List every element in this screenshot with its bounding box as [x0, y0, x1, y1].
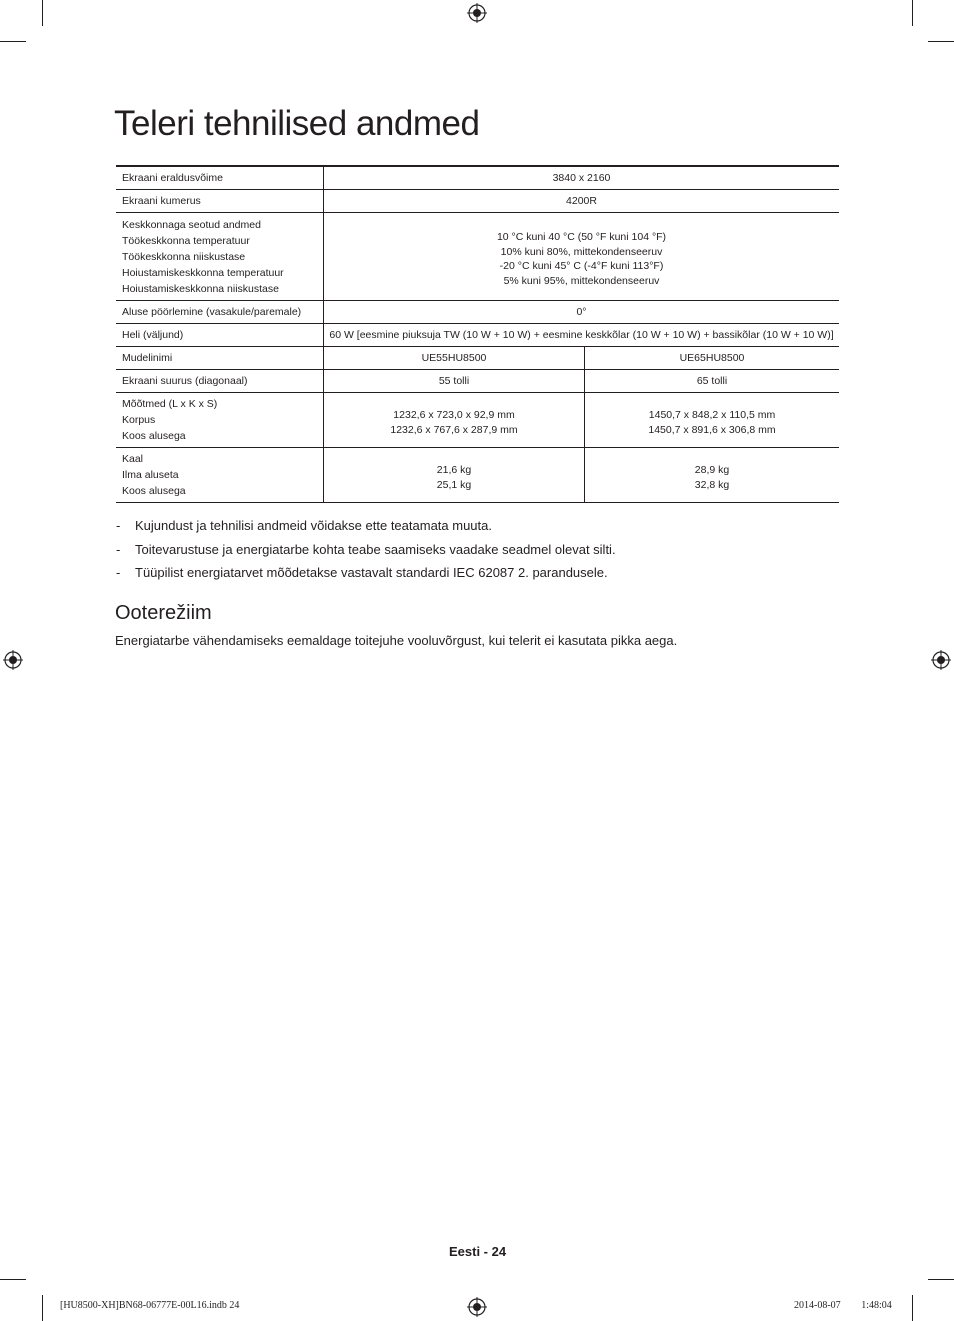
value-line: 3840 x 2160 — [552, 172, 611, 184]
registration-mark-icon — [467, 3, 487, 23]
label-line: Ekraani eraldusvõime — [122, 172, 223, 184]
crop-mark — [42, 0, 43, 26]
row-value — [324, 301, 840, 324]
list-item — [116, 565, 616, 589]
row-value — [324, 213, 840, 301]
row-value-b — [585, 393, 840, 448]
value-line: 65 tolli — [696, 375, 728, 387]
crop-mark — [42, 1295, 43, 1321]
value-line: 0° — [576, 306, 587, 318]
crop-mark — [912, 1295, 913, 1321]
row-label — [116, 166, 324, 190]
label-line: Töökeskkonna temperatuur — [122, 234, 250, 247]
label-line: Keskkonnaga seotud andmed — [122, 218, 261, 231]
value-line: 1450,7 x 891,6 x 306,8 mm — [648, 423, 776, 436]
crop-mark — [928, 1279, 954, 1280]
row-value-a — [324, 347, 585, 370]
value-line: UE55HU8500 — [421, 352, 487, 364]
registration-mark-icon — [3, 650, 23, 670]
crop-mark — [0, 1279, 26, 1280]
label-line: Ekraani kumerus — [122, 195, 201, 207]
row-label — [116, 448, 324, 503]
row-value-b — [585, 448, 840, 503]
label-line: Kaal — [122, 453, 144, 465]
bullet-dash: - — [116, 565, 121, 580]
value-line: -20 °C kuni 45° C (-4°F kuni 113°F) — [499, 260, 664, 272]
value-line: 32,8 kg — [694, 478, 730, 491]
label-line: Mõõtmed (L x K x S) — [122, 398, 218, 410]
row-label — [116, 213, 324, 301]
crop-mark — [0, 41, 26, 42]
registration-mark-icon — [931, 650, 951, 670]
value-line: 10% kuni 80%, mittekondenseeruv — [500, 245, 663, 258]
value-line: UE65HU8500 — [679, 352, 745, 364]
table-row — [116, 166, 839, 190]
label-line: Heli (väljund) — [122, 329, 184, 341]
bullet-dash: - — [116, 541, 121, 557]
value-line: 5% kuni 95%, mittekondenseeruv — [503, 274, 660, 287]
label-line: Korpus — [122, 414, 156, 426]
label-line: Ilma aluseta — [122, 469, 179, 481]
table-row — [116, 301, 839, 324]
footer-timestamp: 2014-08-07 ￿￿ 1:48:04 — [794, 1300, 892, 1311]
label-line: Hoiustamiskeskkonna temperatuur — [122, 266, 284, 279]
row-label — [116, 324, 324, 347]
table-row — [116, 324, 839, 347]
row-label — [116, 370, 324, 393]
row-value — [324, 324, 840, 347]
crop-mark — [928, 41, 954, 42]
label-line: Koos alusega — [122, 485, 186, 497]
row-label — [116, 301, 324, 324]
value-line: 4200R — [566, 195, 597, 207]
row-value — [324, 166, 840, 190]
page-number: Eesti - 24 — [449, 1244, 507, 1259]
table-row — [116, 213, 839, 301]
spec-table — [116, 165, 839, 503]
row-label — [116, 393, 324, 448]
crop-mark — [912, 0, 913, 26]
value-line: 1232,6 x 723,0 x 92,9 mm — [393, 409, 515, 421]
value-line: 60 W [eesmine piuksuja TW (10 W + 10 W) + eesmine keskkõlar (10 W + 10 W) + bassikõlar (10 W + 10 W)] — [329, 329, 834, 341]
value-line: 55 tolli — [438, 375, 470, 387]
table-row — [116, 448, 839, 503]
list-item — [116, 542, 616, 566]
table-row — [116, 393, 839, 448]
value-line: 1450,7 x 848,2 x 110,5 mm — [648, 409, 776, 421]
row-label — [116, 190, 324, 213]
page-title: Teleri tehnilised andmed — [114, 104, 480, 143]
value-line: 1232,6 x 767,6 x 287,9 mm — [390, 423, 518, 436]
table-row — [116, 190, 839, 213]
label-line: Aluse pöörlemine (vasakule/paremale) — [122, 306, 302, 318]
value-line: 21,6 kg — [436, 464, 472, 476]
row-value-a — [324, 370, 585, 393]
value-line: 25,1 kg — [436, 478, 472, 491]
label-line: Töökeskkonna niiskustase — [122, 250, 246, 263]
note-text: Kujundust ja tehnilisi andmeid võidakse ette teatamata muuta. — [135, 518, 492, 533]
row-value-a — [324, 448, 585, 503]
label-line: Hoiustamiskeskkonna niiskustase — [122, 282, 279, 295]
bullet-dash: - — [116, 518, 121, 533]
note-text: Tüüpilist energiatarvet mõõdetakse vastavalt standardi IEC 62087 2. parandusele. — [135, 565, 608, 580]
notes-list — [116, 518, 616, 589]
section-title: Ooterežiim — [115, 602, 212, 624]
registration-mark-icon — [467, 1297, 487, 1317]
note-text: Toitevarustuse ja energiatarbe kohta teabe saamiseks vaadake seadmel olevat silti. — [135, 541, 616, 557]
label-line: Ekraani suurus (diagonaal) — [122, 375, 248, 387]
value-line: 28,9 kg — [694, 464, 730, 476]
table-row — [116, 370, 839, 393]
label-line: Mudelinimi — [122, 352, 173, 364]
row-value-b — [585, 347, 840, 370]
row-value — [324, 190, 840, 213]
label-line: Koos alusega — [122, 430, 186, 442]
footer-file-info: [HU8500-XH]BN68-06777E-00L16.indb 24 — [60, 1300, 240, 1311]
value-line: 10 °C kuni 40 °C (50 °F kuni 104 °F) — [496, 231, 667, 243]
row-value-b — [585, 370, 840, 393]
table-row — [116, 347, 839, 370]
row-label — [116, 347, 324, 370]
section-text: Energiatarbe vähendamiseks eemaldage toitejuhe vooluvõrgust, kui telerit ei kasutata pikka aega. — [115, 633, 678, 648]
list-item — [116, 518, 616, 542]
row-value-a — [324, 393, 585, 448]
